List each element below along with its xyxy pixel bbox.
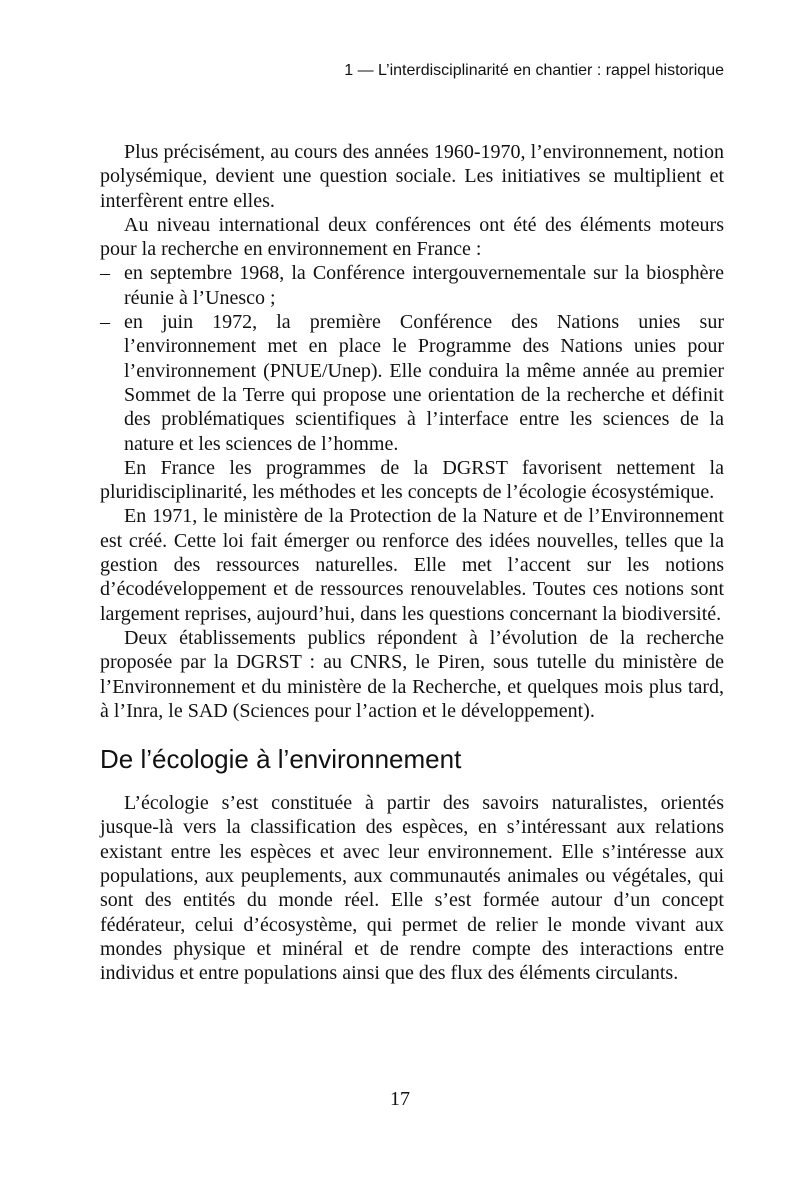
list-item-text: en septembre 1968, la Conférence intergouvernementale sur la biosphère réunie à l’Unesco ; bbox=[124, 262, 724, 309]
page-number: 17 bbox=[390, 1088, 410, 1110]
page-body bbox=[100, 140, 724, 986]
running-header: 1 — L’interdisciplinarité en chantier : rappel historique bbox=[344, 62, 724, 79]
paragraph: En France les programmes de la DGRST favorisent nettement la pluridisciplinarité, les méthodes et les concepts de l’écologie écosystémique. bbox=[100, 456, 724, 504]
conference-list bbox=[100, 261, 724, 455]
paragraph: Plus précisément, au cours des années 1960-1970, l’environnement, notion polysémique, devient une question sociale. Les initiatives se multiplient et interfèrent entre elles. bbox=[100, 141, 724, 212]
paragraph: Au niveau international deux conférences ont été des éléments moteurs pour la recherche en environnement en France : bbox=[100, 213, 724, 261]
paragraph: L’écologie s’est constituée à partir des savoirs naturalistes, orientés jusque-là vers la classification des espèces, en s’intéressant aux relations existant entre les espèces et avec leur environnement. Elle s’intéresse aux populations, aux peuplements, aux communautés animales ou végétales, qui sont des entités du monde réel. Elle s’est formée autour d’un concept fédérateur, celui d’écosystème, qui permet de relier le monde vivant aux mondes physique et minéral et de rendre compte des interactions entre individus et entre populations ainsi que des flux des éléments circulants. bbox=[100, 792, 724, 985]
section-heading: De l’écologie à l’environnement bbox=[100, 744, 462, 775]
dash-bullet-icon: – bbox=[100, 262, 110, 285]
list-item-text: en juin 1972, la première Conférence des Nations unies sur l’environnement met en place le Programme des Nations unies pour l’environnement (PNUE/Unep). Elle conduira la même année au premier Sommet de la Terre qui propose une orientation de la recherche et définit des problématiques scientifiques à l’interface entre les sciences de la nature et les sciences de l’homme. bbox=[124, 311, 724, 455]
paragraph: En 1971, le ministère de la Protection de la Nature et de l’Environnement est créé. Cette loi fait émerger ou renforce des idées nouvelles, telles que la gestion des ressources naturelles. Elle met l’accent sur les notions d’écodéveloppement et de ressources renouvelables. Toutes ces notions sont largement reprises, aujourd’hui, dans les questions concernant la biodiversité. bbox=[100, 505, 724, 625]
paragraph: Deux établissements publics répondent à l’évolution de la recherche proposée par la DGRST : au CNRS, le Piren, sous tutelle du ministère de l’Environnement et du ministère de la Recherche, et quelques mois plus tard, à l’Inra, le SAD (Sciences pour l’action et le développement). bbox=[100, 626, 724, 722]
list-item bbox=[100, 261, 724, 310]
dash-bullet-icon: – bbox=[100, 311, 110, 334]
list-item bbox=[100, 310, 724, 456]
